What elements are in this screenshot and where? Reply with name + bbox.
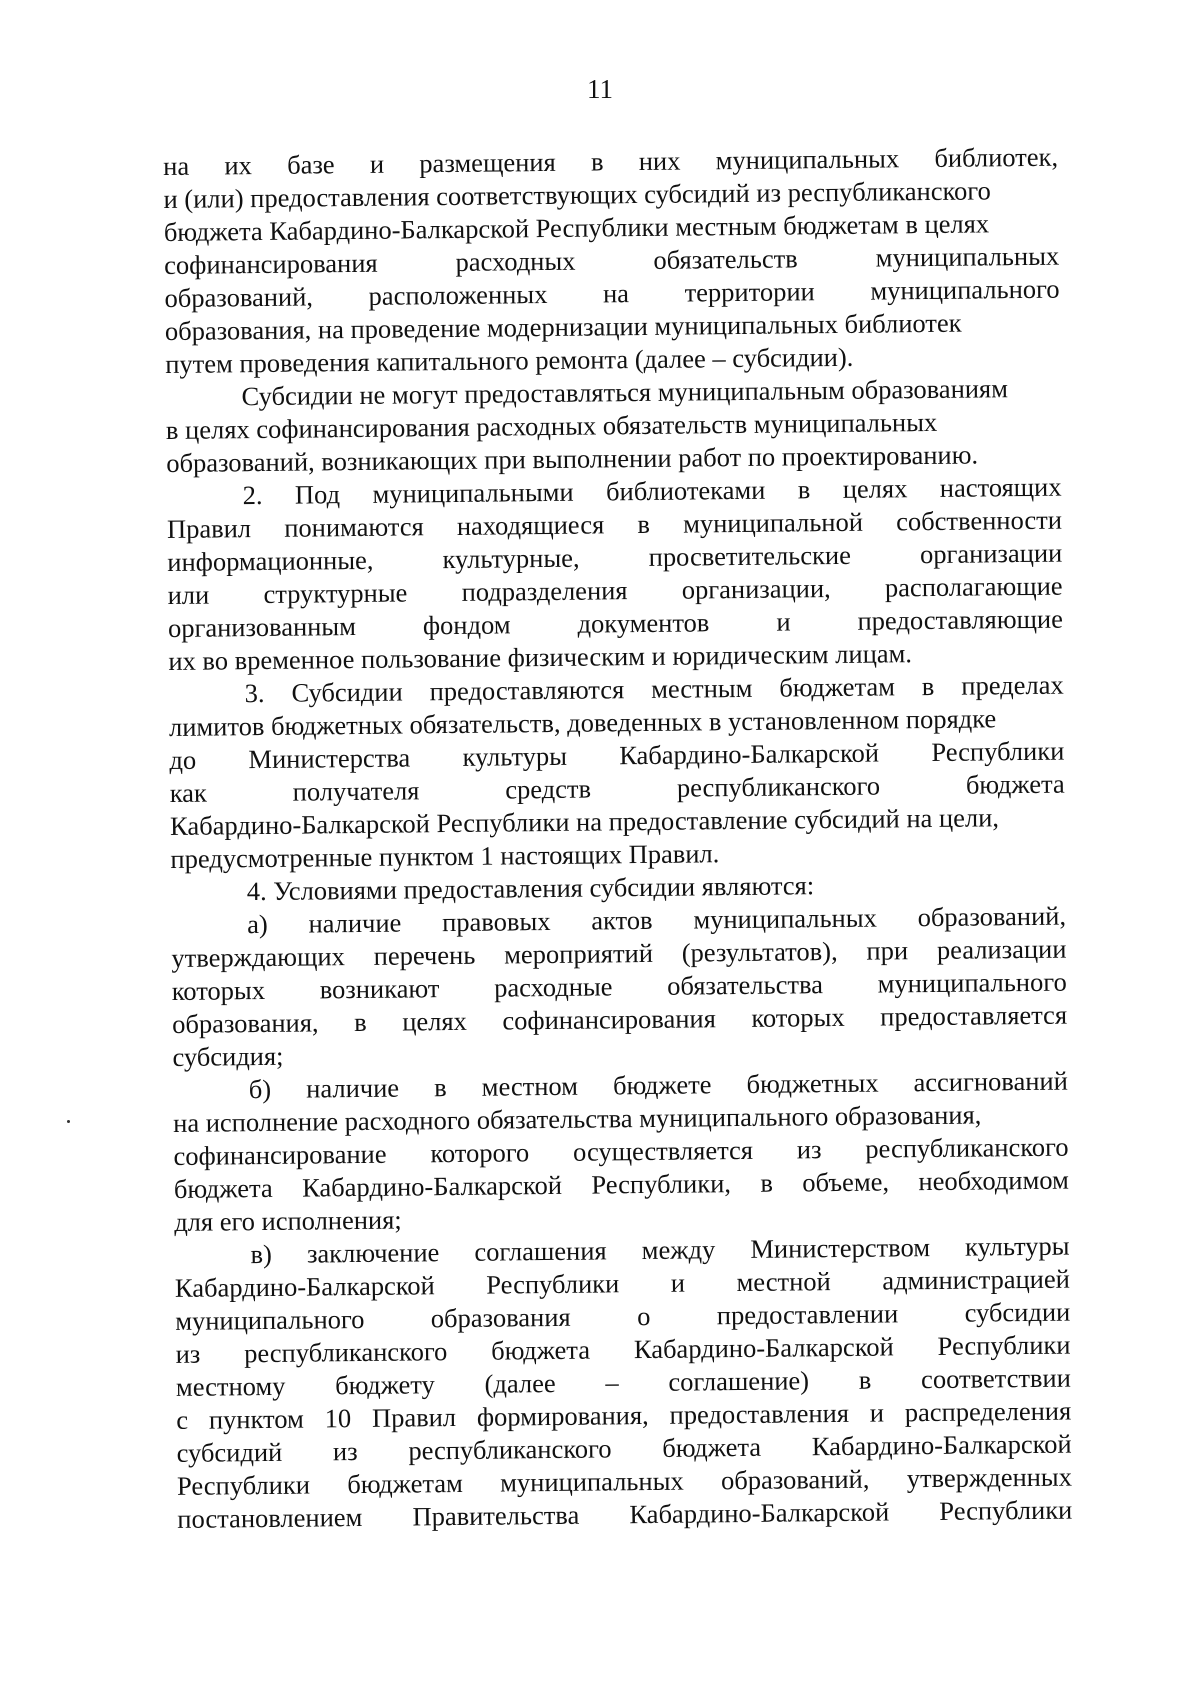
word: Правил [166,513,252,544]
word: просветительские [648,539,852,572]
word: утвержденных [906,1461,1073,1494]
word: базе [286,149,335,180]
word: пределах [961,669,1064,701]
word: собственности [896,504,1063,537]
word: возникают [319,973,440,1005]
word: подразделения [461,575,628,607]
paragraph [173,1065,1070,1239]
word: Республики, [591,1168,732,1200]
word: Министерства [248,742,411,775]
word: понимаются [284,511,424,543]
word: муниципального [877,966,1067,999]
word: бюджете [612,1069,712,1101]
word: на [602,278,630,309]
word: культуры [462,740,568,772]
word: республиканского [676,770,881,803]
text-line: для его исполнения; [174,1204,402,1237]
word: бюджетам [347,1467,464,1500]
word: муниципальными [372,476,574,509]
margin-speck [67,1120,70,1123]
text-line: путем проведения капитального ремонта (далее – субсидии). [165,341,854,379]
text-line: образований, возникающих при выполнении работ по проектированию. [166,439,979,478]
word: до [169,744,197,775]
word: с [176,1404,189,1435]
word: муниципального [175,1303,365,1336]
word: получателя [292,775,420,807]
word: соответствии [920,1362,1071,1395]
word: предоставления [669,1397,850,1430]
page-number: 11 [587,74,613,104]
word: предоставляется [880,999,1068,1032]
text-line: на исполнение расходного обязательства муниципального образования, [173,1099,982,1138]
word: перечень [373,939,476,971]
word: местному [175,1370,286,1402]
word: о [636,1300,651,1332]
word: обязательств [653,243,798,275]
word: библиотек, [934,141,1059,173]
word: бюджетных [746,1067,879,1099]
word: средств [505,773,592,805]
word: наличие [308,907,402,939]
paragraph [174,1230,1072,1536]
word: республиканского [408,1433,612,1466]
word: Кабардино-Балкарской [619,737,880,771]
word: реализации [936,933,1067,965]
word: культурные, [442,542,580,575]
word: Под [294,479,341,510]
word: 10 [324,1403,352,1434]
word: предоставлении [716,1298,899,1331]
text-line: 4. Условиями предоставления субсидии являются: [246,870,815,907]
word: бюджету [335,1369,435,1401]
word: ассигнований [913,1065,1068,1098]
text-line: их во временное пользование физическим и юридическим лицам. [168,638,913,676]
word: Кабардино-Балкарской [633,1331,894,1365]
word: на [163,150,190,181]
word: бюджета [965,768,1065,800]
word: или [167,579,210,610]
word: наличие [306,1072,400,1104]
word: и [670,1267,686,1298]
word: Республики [176,1469,311,1501]
word: утверждающих [171,941,345,973]
word: 3. [244,677,265,709]
word: между [641,1234,716,1266]
word: – [605,1367,619,1398]
word: муниципальных [693,902,877,935]
word: объеме, [802,1166,890,1198]
word: необходимом [918,1164,1069,1197]
word: находящиеся [456,509,605,541]
word: местной [736,1266,831,1298]
word: организации, [681,573,831,605]
word: целях [402,1005,467,1037]
word: Министерством [750,1232,931,1264]
document-body [163,141,1072,1536]
paragraph [169,669,1066,876]
word: информационные, [167,544,374,577]
word: и [369,148,385,179]
word: Правительства [412,1499,580,1532]
word: культуры [964,1230,1070,1262]
word: соглашения [474,1235,607,1267]
word: образований, [917,900,1067,933]
text-line: в целях софинансирования расходных обязательств муниципальных [165,406,938,445]
word: которых [171,974,266,1006]
word: предоставляются [429,674,625,707]
text-line: субсидия; [172,1040,284,1072]
word: в [921,670,935,702]
word: размещения [419,146,556,179]
word: Республики [931,735,1065,767]
word: организации [919,537,1063,570]
word: Кабардино-Балкарской [811,1428,1072,1462]
word: в [760,1167,774,1198]
word: библиотеками [605,474,766,507]
word: при [866,935,909,966]
word: софинансирование [173,1138,387,1171]
paragraph [166,471,1063,678]
word: Субсидии [291,676,403,708]
word: которого [430,1137,530,1169]
word: софинансирования [502,1003,716,1036]
word: в [353,1006,367,1038]
word: местном [481,1070,579,1102]
word: местным [650,672,753,704]
word: Кабардино-Балкарской [629,1496,890,1530]
word: в [637,508,651,540]
text-line: образования, на проведение модернизации муниципальных библиотек [164,307,962,346]
word: республиканского [865,1131,1069,1164]
word: республиканского [243,1336,448,1369]
text-line: предусмотренные пунктом 1 настоящих Правил. [170,838,720,874]
word: муниципальных [875,240,1060,273]
word: образования, [171,1007,319,1039]
word: и [869,1397,885,1428]
paragraph [171,900,1068,1074]
word: муниципальных [500,1465,684,1498]
word: обязательства [667,969,824,1001]
word: распределения [904,1395,1072,1428]
word: правовых [441,905,551,938]
word: образования [430,1301,571,1334]
word: в [797,474,811,505]
word: которых [751,1001,845,1033]
word: Правил [371,1402,457,1433]
word: целях [842,473,908,504]
word: располагающие [884,570,1063,603]
text-line: Кабардино-Балкарской Республики на предоставление субсидий на цели, [169,802,1000,841]
word: фондом [422,609,511,641]
paragraph [165,372,1061,480]
word: софинансирования [164,247,378,280]
word: Республики [486,1268,620,1300]
word: как [169,777,208,808]
word: территории [684,276,815,308]
word: расположенных [368,278,548,311]
word: в) [250,1238,273,1270]
word: 2. [242,479,263,511]
word: муниципального [870,273,1060,306]
word: них [638,145,681,177]
word: расходные [493,971,613,1003]
word: бюджетам [779,671,896,703]
word: формирования, [476,1399,649,1432]
word: бюджета [173,1172,273,1204]
word: осуществляется [572,1134,754,1167]
word: а) [246,908,268,940]
word: администрацией [882,1263,1070,1296]
word: муниципальной [682,506,864,539]
word: их [224,150,252,181]
word: в [858,1364,872,1395]
word: (результатов), [681,935,838,968]
text-line: и (или) предоставления соответствующих субсидий из республиканского [163,175,991,214]
word: постановлением [177,1501,363,1534]
word: пунктом [208,1403,304,1435]
word: расходных [455,245,576,277]
word: мероприятий [503,937,654,970]
text-line: лимитов бюджетных обязательств, доведенных в установленном порядке [168,703,997,742]
word: в [433,1072,447,1103]
word: образований, [164,281,314,313]
word: Республики [939,1494,1073,1526]
word: субсидий [176,1436,283,1468]
paragraph [163,141,1060,381]
word: соглашение) [668,1365,810,1397]
word: (далее [484,1367,556,1399]
text-line: бюджета Кабардино-Балкарской Республики местным бюджетам в целях [163,208,990,247]
word: муниципальных [715,143,900,176]
word: предоставляющие [857,603,1064,636]
text-line: Субсидии не могут предоставляться муниципальным образованиям [241,373,1009,412]
word: б) [248,1073,272,1105]
word: организованным [167,611,357,643]
word: структурные [263,577,408,609]
word: субсидии [964,1296,1071,1328]
word: актов [591,904,653,936]
word: Республики [937,1329,1071,1361]
word: документов [577,607,710,639]
word: из [796,1134,822,1165]
word: бюджета [662,1431,762,1463]
word: из [175,1338,201,1369]
word: заключение [306,1237,440,1269]
word: из [332,1436,358,1467]
word: бюджета [491,1334,591,1366]
word: настоящих [939,471,1062,503]
word: Кабардино-Балкарской [301,1169,563,1203]
word: и [776,606,791,637]
word: образований, [720,1463,870,1496]
word: Кабардино-Балкарской [174,1270,435,1303]
word: в [590,146,604,177]
